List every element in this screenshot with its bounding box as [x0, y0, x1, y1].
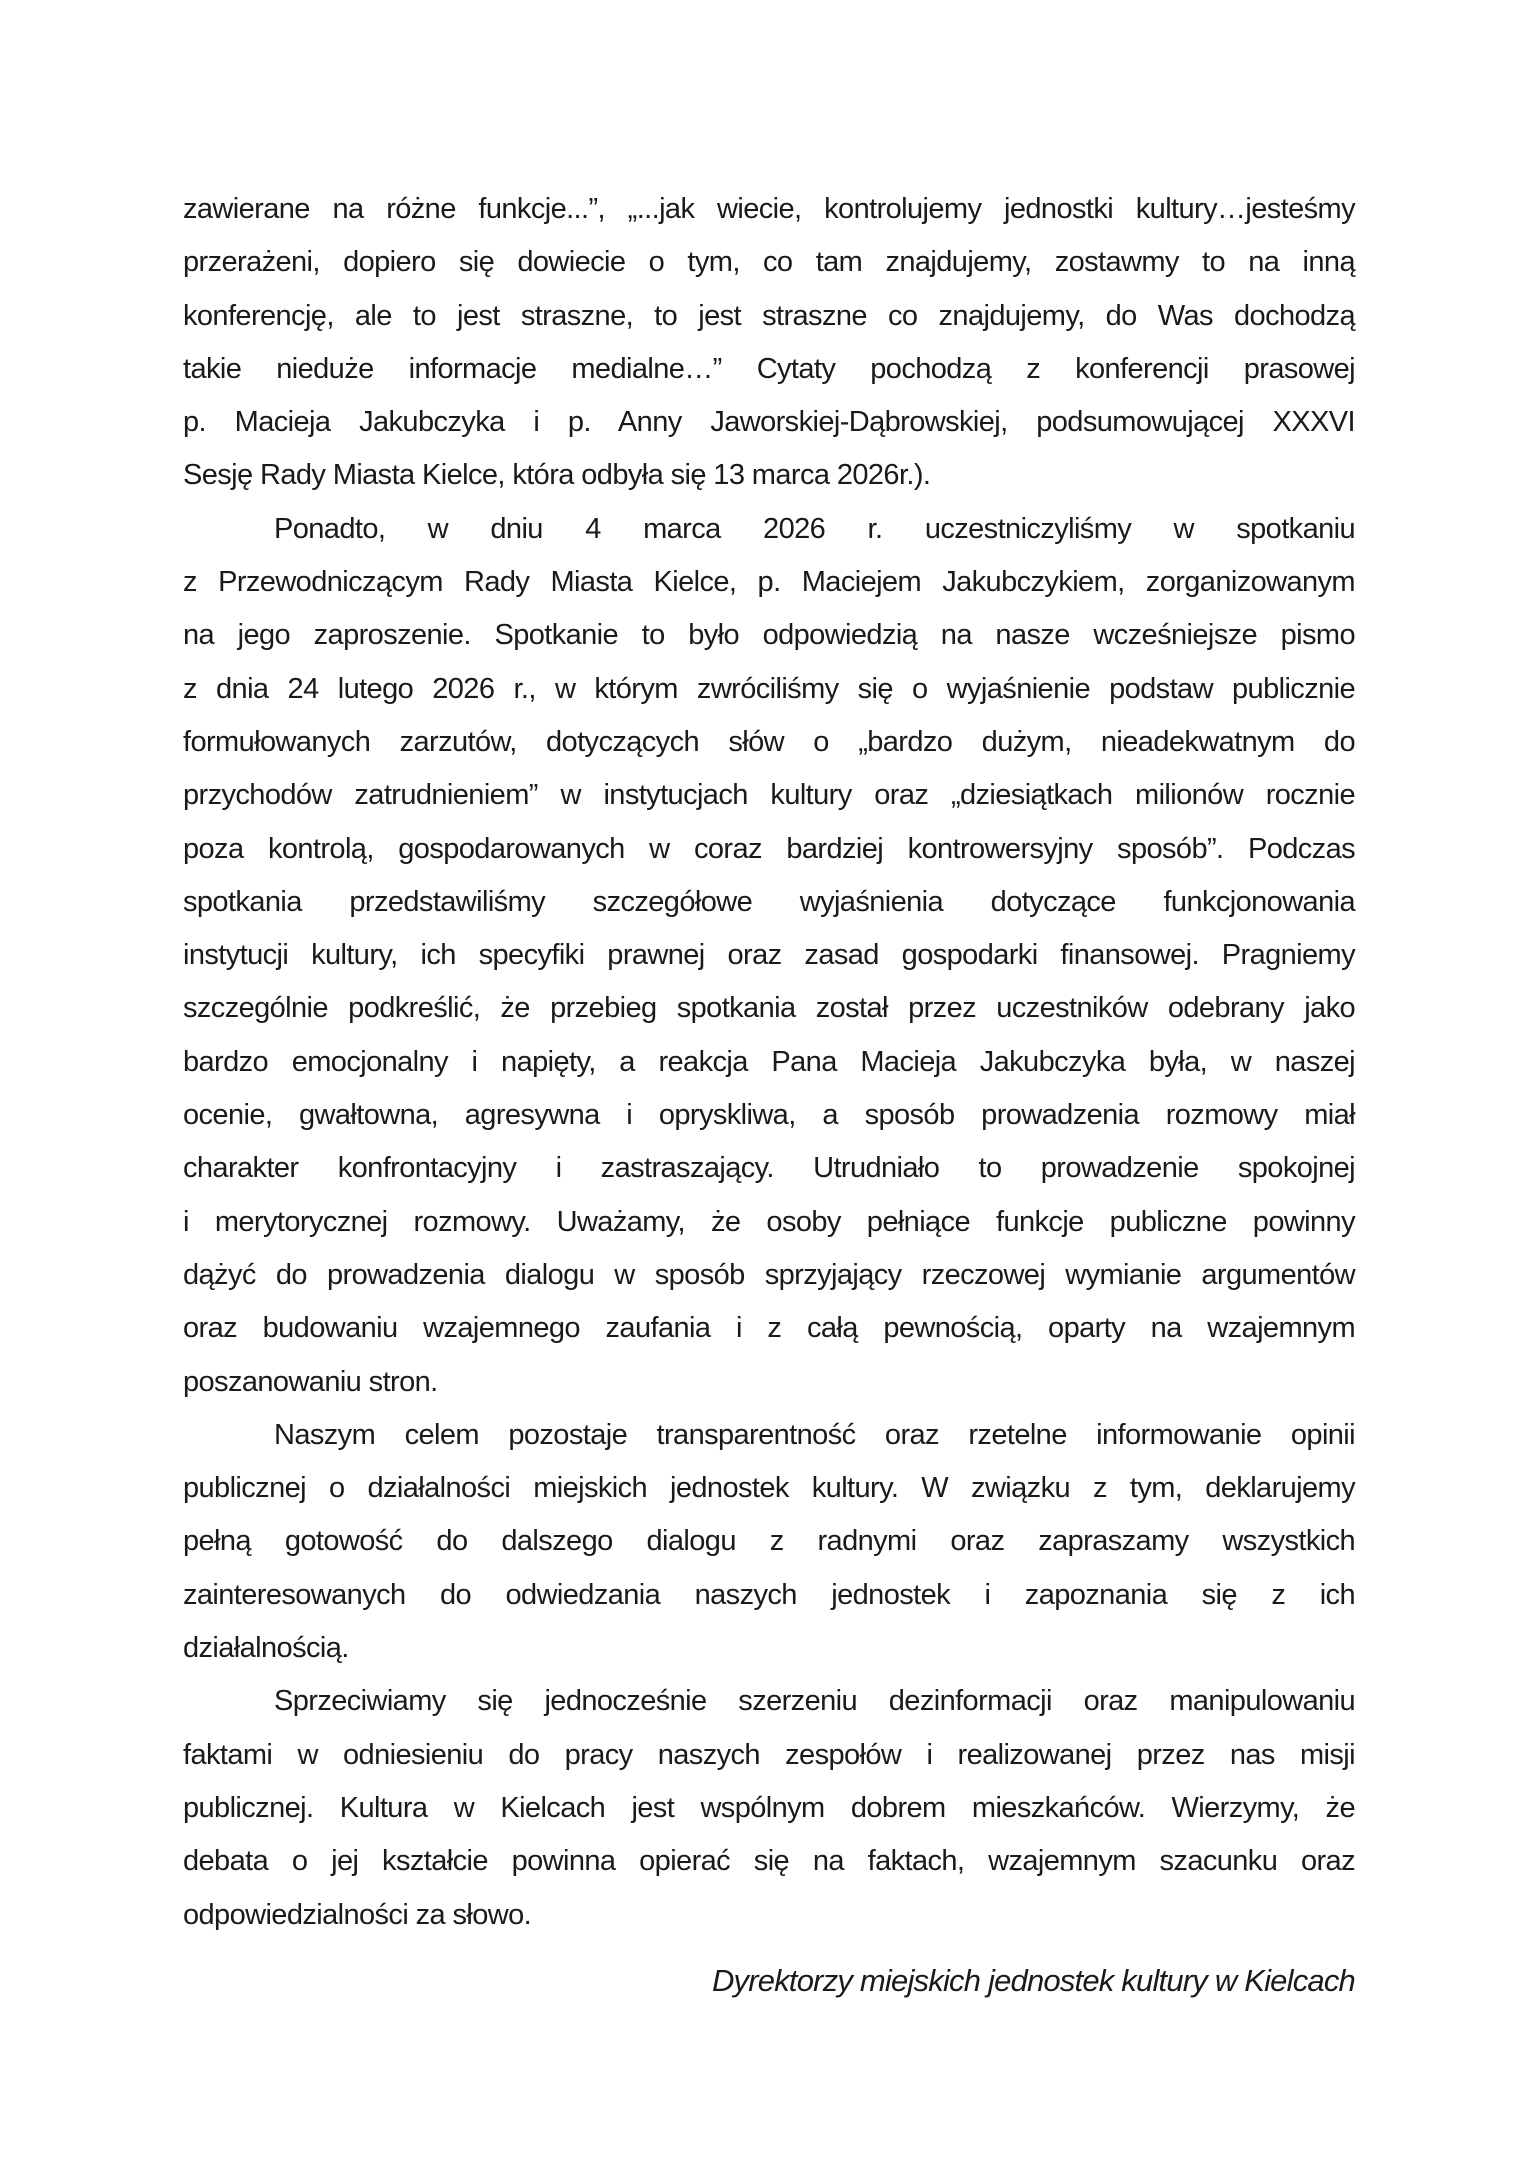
paragraph-3 — [183, 1409, 1355, 1675]
text-line: poszanowaniu stron. — [183, 1365, 438, 1398]
text-line: charakter konfrontacyjny i zastraszający. Utrudniało to prowadzenie spokojnej — [183, 1152, 1355, 1185]
text-line: formułowanych zarzutów, dotyczących słów o „bardzo dużym, nieadekwatnym do — [183, 725, 1355, 758]
text-line: faktami w odniesieniu do pracy naszych zespołów i realizowanej przez nas misji — [183, 1738, 1355, 1771]
text-line: pełną gotowość do dalszego dialogu z radnymi oraz zapraszamy wszystkich — [183, 1525, 1355, 1558]
text-line: przerażeni, dopiero się dowiecie o tym, co tam znajdujemy, zostawmy to na inną — [183, 246, 1355, 279]
paragraph-4 — [183, 1675, 1355, 1941]
paragraph-1 — [183, 183, 1355, 503]
document-page — [183, 183, 1355, 2007]
text-line: poza kontrolą, gospodarowanych w coraz bardziej kontrowersyjny sposób”. Podczas — [183, 832, 1355, 865]
text-line: ocenie, gwałtowna, agresywna i opryskliwa, a sposób prowadzenia rozmowy miał — [183, 1099, 1355, 1132]
text-line: takie nieduże informacje medialne…” Cytaty pochodzą z konferencji prasowej — [183, 352, 1355, 385]
text-line: instytucji kultury, ich specyfiki prawnej oraz zasad gospodarki finansowej. Pragniemy — [183, 939, 1355, 972]
text-line: zainteresowanych do odwiedzania naszych jednostek i zapoznania się z ich — [183, 1578, 1355, 1611]
text-line: z dnia 24 lutego 2026 r., w którym zwróciliśmy się o wyjaśnienie podstaw publicznie — [183, 672, 1355, 705]
text-line: Ponadto, w dniu 4 marca 2026 r. uczestniczyliśmy w spotkaniu — [274, 512, 1355, 545]
text-line: Sprzeciwiamy się jednocześnie szerzeniu dezinformacji oraz manipulowaniu — [274, 1685, 1355, 1718]
text-line: bardzo emocjonalny i napięty, a reakcja Pana Macieja Jakubczyka była, w naszej — [183, 1045, 1355, 1078]
text-line: dążyć do prowadzenia dialogu w sposób sprzyjający rzeczowej wymianie argumentów — [183, 1258, 1355, 1291]
text-line: oraz budowaniu wzajemnego zaufania i z całą pewnością, oparty na wzajemnym — [183, 1312, 1355, 1345]
text-line: publicznej o działalności miejskich jednostek kultury. W związku z tym, deklarujemy — [183, 1472, 1355, 1505]
text-line: przychodów zatrudnieniem” w instytucjach kultury oraz „dziesiątkach milionów rocznie — [183, 779, 1355, 812]
text-line: Sesję Rady Miasta Kielce, która odbyła się 13 marca 2026r.). — [183, 459, 931, 492]
text-line: zawierane na różne funkcje...”, „...jak wiecie, kontrolujemy jednostki kultury…jesteśmy — [183, 193, 1355, 225]
text-line: odpowiedzialności za słowo. — [183, 1898, 532, 1931]
text-line: i merytorycznej rozmowy. Uważamy, że osoby pełniące funkcje publiczne powinny — [183, 1205, 1355, 1238]
text-line: z Przewodniczącym Rady Miasta Kielce, p. Maciejem Jakubczykiem, zorganizowanym — [183, 566, 1355, 599]
text-line: Naszym celem pozostaje transparentność oraz rzetelne informowanie opinii — [274, 1418, 1355, 1451]
text-line: na jego zaproszenie. Spotkanie to było odpowiedzią na nasze wcześniejsze pismo — [183, 619, 1355, 652]
paragraph-2 — [183, 503, 1355, 1409]
text-line: działalnością. — [183, 1632, 349, 1665]
text-line: spotkania przedstawiliśmy szczegółowe wyjaśnienia dotyczące funkcjonowania — [183, 885, 1355, 918]
signature: Dyrektorzy miejskich jednostek kultury w Kielcach — [711, 1962, 1355, 1998]
text-line: konferencję, ale to jest straszne, to jest straszne co znajdujemy, do Was dochodzą — [183, 299, 1355, 332]
text-line: szczególnie podkreślić, że przebieg spotkania został przez uczestników odebrany jako — [183, 992, 1355, 1025]
text-line: debata o jej kształcie powinna opierać się na faktach, wzajemnym szacunku oraz — [183, 1845, 1355, 1878]
text-line: publicznej. Kultura w Kielcach jest wspólnym dobrem mieszkańców. Wierzymy, że — [183, 1791, 1355, 1824]
text-line: p. Macieja Jakubczyka i p. Anny Jaworskiej-Dąbrowskiej, podsumowującej XXXVI — [183, 406, 1355, 439]
